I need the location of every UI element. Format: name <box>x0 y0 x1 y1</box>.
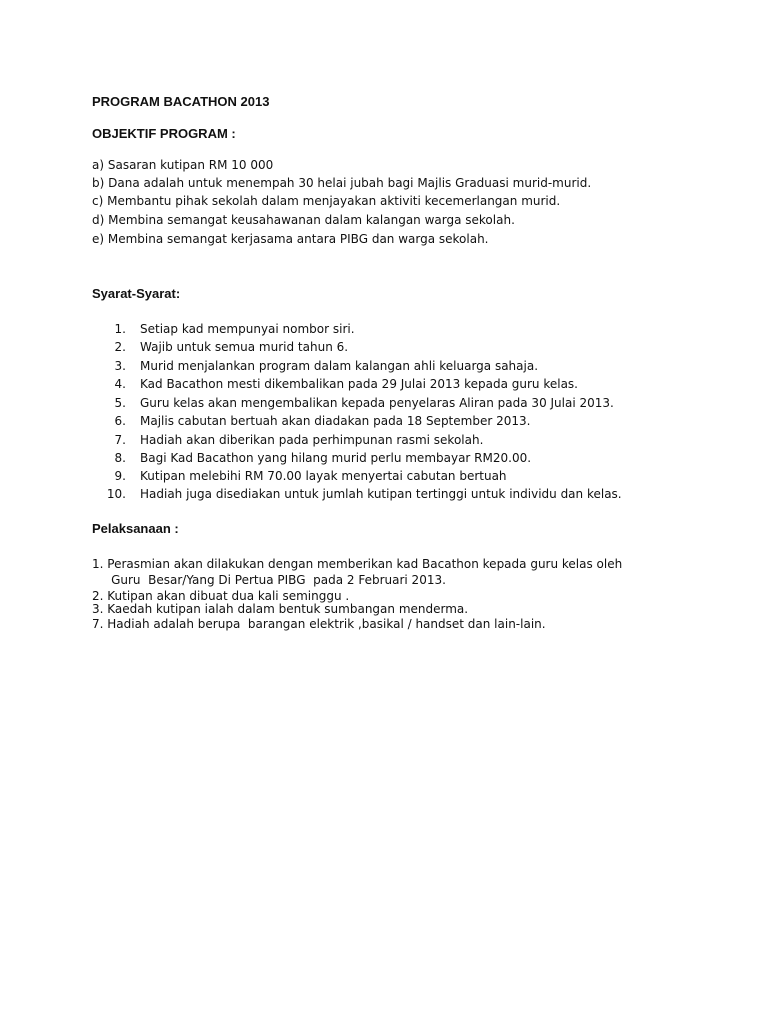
pelaksanaan-item: 1. Perasmian akan dilakukan dengan memberikan kad Bacathon kepada guru kelas oleh <box>92 557 623 571</box>
syarat-heading: Syarat-Syarat: <box>92 286 181 301</box>
syarat-number: 3. <box>114 359 126 373</box>
pelaksanaan-heading: Pelaksanaan : <box>92 521 179 536</box>
syarat-text: Wajib untuk semua murid tahun 6. <box>140 340 349 354</box>
pelaksanaan-item: Guru Besar/Yang Di Pertua PIBG pada 2 Februari 2013. <box>92 573 446 587</box>
syarat-text: Kad Bacathon mesti dikembalikan pada 29 Julai 2013 kepada guru kelas. <box>140 377 578 391</box>
pelaksanaan-item: 7. Hadiah adalah berupa barangan elektrik ,basikal / handset dan lain-lain. <box>92 617 546 631</box>
document-title: PROGRAM BACATHON 2013 <box>92 94 270 109</box>
objektif-item: d) Membina semangat keusahawanan dalam kalangan warga sekolah. <box>92 213 515 227</box>
syarat-text: Bagi Kad Bacathon yang hilang murid perlu membayar RM20.00. <box>140 451 532 465</box>
syarat-text: Majlis cabutan bertuah akan diadakan pada 18 September 2013. <box>140 414 531 428</box>
syarat-number: 5. <box>114 396 126 410</box>
syarat-text: Hadiah juga disediakan untuk jumlah kutipan tertinggi untuk individu dan kelas. <box>140 487 622 501</box>
syarat-text: Murid menjalankan program dalam kalangan ahli keluarga sahaja. <box>140 359 539 373</box>
syarat-text: Hadiah akan diberikan pada perhimpunan rasmi sekolah. <box>140 433 484 447</box>
objektif-heading: OBJEKTIF PROGRAM : <box>92 126 236 141</box>
syarat-number: 6. <box>114 414 126 428</box>
syarat-text: Setiap kad mempunyai nombor siri. <box>140 322 355 336</box>
objektif-item: e) Membina semangat kerjasama antara PIBG dan warga sekolah. <box>92 232 489 246</box>
pelaksanaan-item: 2. Kutipan akan dibuat dua kali seminggu . <box>92 589 350 603</box>
syarat-number: 4. <box>114 377 126 391</box>
syarat-number: 1. <box>114 322 126 336</box>
syarat-number: 7. <box>114 433 126 447</box>
syarat-number: 9. <box>114 469 126 483</box>
syarat-text: Kutipan melebihi RM 70.00 layak menyertai cabutan bertuah <box>140 469 507 483</box>
syarat-text: Guru kelas akan mengembalikan kepada penyelaras Aliran pada 30 Julai 2013. <box>140 396 614 410</box>
syarat-number: 8. <box>114 451 126 465</box>
pelaksanaan-item: 3. Kaedah kutipan ialah dalam bentuk sumbangan menderma. <box>92 602 469 616</box>
objektif-item: b) Dana adalah untuk menempah 30 helai jubah bagi Majlis Graduasi murid-murid. <box>92 176 592 190</box>
objektif-item: c) Membantu pihak sekolah dalam menjayakan aktiviti kecemerlangan murid. <box>92 194 561 208</box>
objektif-item: a) Sasaran kutipan RM 10 000 <box>92 158 274 172</box>
syarat-list <box>98 320 658 510</box>
syarat-number: 2. <box>114 340 126 354</box>
syarat-number: 10. <box>106 487 126 501</box>
